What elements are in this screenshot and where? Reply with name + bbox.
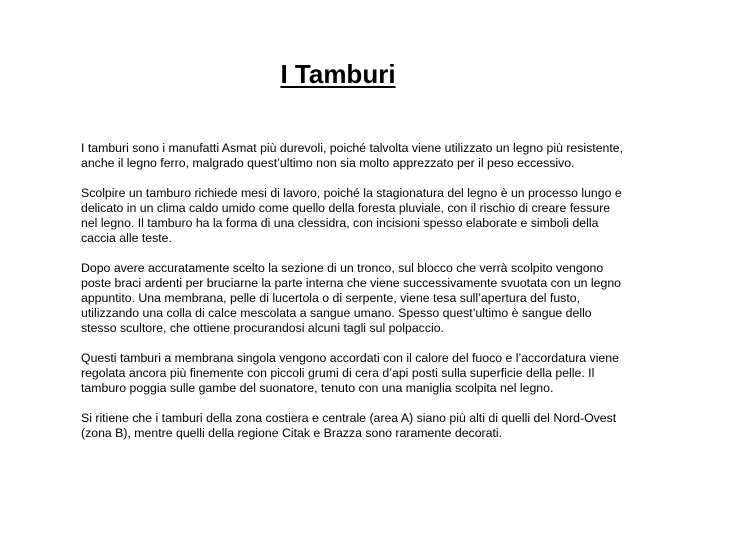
text-line: caccia alle teste. [81,231,172,245]
paragraph-2 [81,186,626,246]
paragraph-5 [81,411,626,441]
text-line: tamburo poggia sulle gambe del suonatore, tenuto con una maniglia scolpita nel legno. [81,381,554,395]
text-line: appuntito. Una membrana, pelle di lucertola o di serpente, viene tesa sull’apertura del fusto, [81,291,581,305]
text-line: poste braci ardenti per bruciarne la parte interna che viene successivamente svuotata con un legno [81,276,622,290]
text-line: Scolpire un tamburo richiede mesi di lavoro, poiché la stagionatura del legno è un processo lungo e [81,186,622,200]
text-line: anche il legno ferro, malgrado quest’ultimo non sia molto apprezzato per il peso eccessivo. [81,156,575,170]
text-line: (zona B), mentre quelli della regione Citak e Brazza sono raramente decorati. [81,426,503,440]
text-line: delicato in un clima caldo umido come quello della foresta pluviale, con il rischio di creare fessure [81,201,611,215]
text-line: utilizzando una colla di calce mescolata a sangue umano. Spesso quest’ultimo è sangue dello [81,306,592,320]
text-line: Dopo avere accuratamente scelto la sezione di un tronco, sul blocco che verrà scolpito vengono [81,261,604,275]
text-line: nel legno. Il tamburo ha la forma di una clessidra, con incisioni spesso elaborate e simboli della [81,216,599,230]
text-line: stesso scultore, che ottiene procurandosi alcuni tagli sul polpaccio. [81,321,444,335]
text-line: regolata ancora più finemente con piccoli grumi di cera d’api posti sulla superficie della pelle. Il [81,366,595,380]
text-line: I tamburi sono i manufatti Asmat più durevoli, poiché talvolta viene utilizzato un legno più resistente, [81,141,624,155]
paragraph-3 [81,261,626,336]
page-title: I Tamburi [280,59,396,89]
text-line: Questi tamburi a membrana singola vengono accordati con il calore del fuoco e l’accordatura viene [81,351,619,365]
body-text [81,141,626,456]
paragraph-4 [81,351,626,396]
paragraph-1 [81,141,626,171]
text-line: Si ritiene che i tamburi della zona costiera e centrale (area A) siano più alti di quelli del Nord-Ovest [81,411,617,425]
